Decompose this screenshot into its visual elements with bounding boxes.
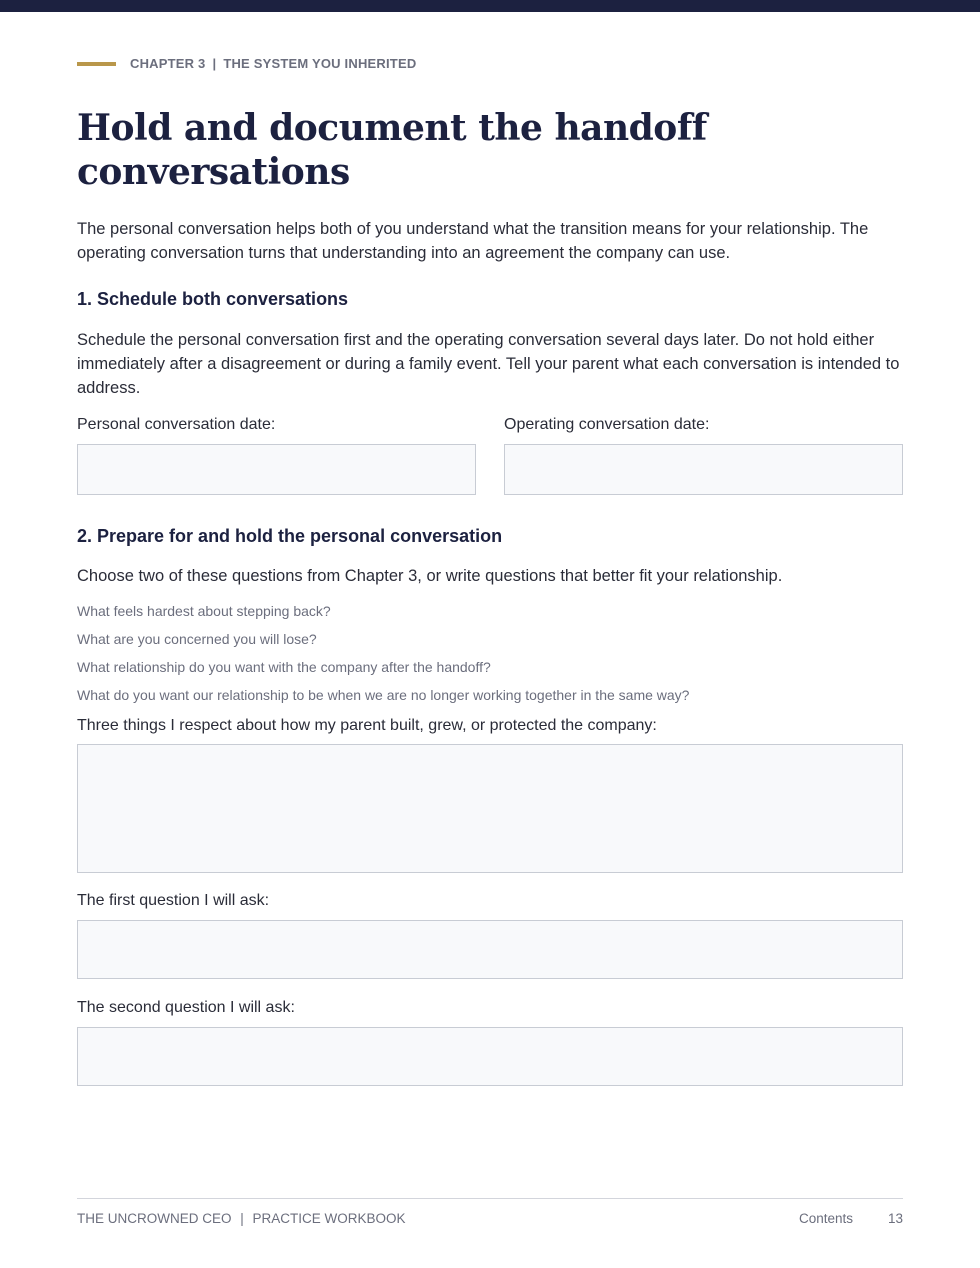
question-item: What are you concerned you will lose? — [77, 631, 317, 647]
personal-date-field[interactable] — [77, 444, 476, 495]
contents-link[interactable]: Contents — [799, 1211, 854, 1226]
intro-paragraph: The personal conversation helps both of you understand what the transition means for your relationship. The operating conversation turns that understanding into an agreement the company can use. — [77, 220, 869, 262]
question-item: What do you want our relationship to be when we are no longer working together in the same way? — [77, 687, 690, 703]
chapter-accent-rule — [77, 62, 116, 66]
top-bar — [0, 0, 980, 12]
footer-book-title — [77, 1211, 406, 1226]
page-title: Hold and document the handoff conversations — [77, 107, 707, 193]
first-question-field[interactable] — [77, 920, 903, 979]
second-question-label: The second question I will ask: — [77, 999, 295, 1016]
operating-date-label: Operating conversation date: — [504, 416, 710, 433]
section-2-heading: 2. Prepare for and hold the personal conversation — [77, 526, 503, 546]
respect-label: Three things I respect about how my parent built, grew, or protected the company: — [77, 717, 657, 734]
second-question-field[interactable] — [77, 1027, 903, 1086]
respect-field[interactable] — [77, 744, 903, 873]
footer-separator: | — [240, 1211, 244, 1226]
question-item: What relationship do you want with the company after the handoff? — [77, 659, 491, 675]
section-1-body: Schedule the personal conversation first and the operating conversation several days later. Do not hold either immediately after a disagreement or during a family event. Tell your parent what each conversation is intended to address. — [77, 331, 900, 397]
page-number: 13 — [887, 1211, 903, 1226]
chapter-separator: | — [212, 56, 217, 71]
operating-date-field[interactable] — [504, 444, 903, 495]
question-item: What feels hardest about stepping back? — [77, 603, 331, 619]
chapter-title: THE SYSTEM YOU INHERITED — [223, 56, 417, 71]
chapter-header — [77, 56, 416, 71]
section-2-body: Choose two of these questions from Chapter 3, or write questions that better fit your relationship. — [77, 567, 783, 585]
footer-subtitle: PRACTICE WORKBOOK — [252, 1211, 406, 1226]
footer-rule — [77, 1198, 903, 1199]
section-1-heading: 1. Schedule both conversations — [77, 289, 349, 309]
chapter-number: CHAPTER 3 — [130, 56, 206, 71]
personal-date-label: Personal conversation date: — [77, 416, 276, 433]
footer-book: THE UNCROWNED CEO — [77, 1211, 232, 1226]
first-question-label: The first question I will ask: — [77, 892, 270, 909]
